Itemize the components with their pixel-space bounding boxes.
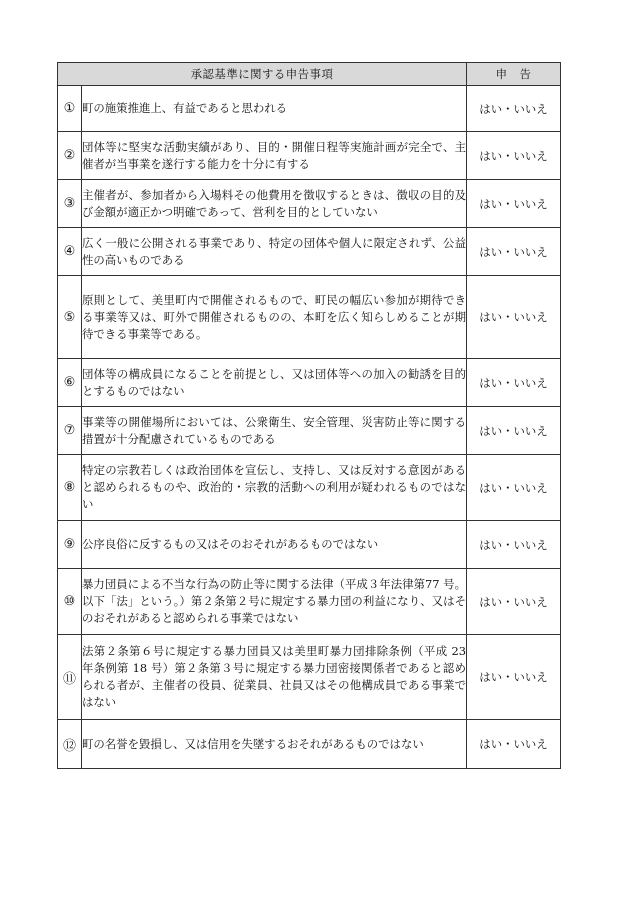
yes-option[interactable]: はい	[479, 480, 503, 495]
yes-no-choice[interactable]	[467, 569, 561, 635]
no-option[interactable]: いいえ	[513, 310, 548, 324]
row-number: ⑤	[58, 276, 82, 359]
choice-separator: ・	[502, 101, 514, 116]
header-declaration: 申 告	[467, 63, 561, 86]
table-row	[58, 455, 561, 521]
no-option[interactable]: いいえ	[513, 101, 548, 116]
declaration-table	[57, 62, 561, 769]
no-option[interactable]: いいえ	[513, 148, 548, 163]
choice-separator: ・	[502, 594, 514, 609]
yes-option[interactable]: はい	[479, 594, 503, 609]
row-number: ⑧	[58, 455, 82, 521]
no-option[interactable]: いいえ	[513, 244, 548, 259]
yes-option[interactable]: はい	[479, 737, 503, 751]
header-row	[58, 63, 561, 86]
choice-separator: ・	[502, 375, 514, 390]
choice-separator: ・	[502, 148, 514, 163]
criterion-text: 公序良俗に反するもの又はそのおそれがあるものではない	[82, 521, 467, 569]
row-number: ⑥	[58, 359, 82, 407]
table-row	[58, 521, 561, 569]
row-number: ①	[58, 86, 82, 132]
criterion-text: 広く一般に公開される事業であり、特定の団体や個人に限定されず、公益性の高いものである	[82, 228, 467, 276]
yes-option[interactable]: はい	[479, 423, 503, 438]
table-row	[58, 276, 561, 359]
yes-no-choice[interactable]	[467, 635, 561, 720]
row-number: ⑫	[58, 720, 82, 769]
choice-separator: ・	[502, 480, 514, 495]
choice-separator: ・	[502, 310, 514, 324]
row-number: ②	[58, 132, 82, 180]
criterion-text: 団体等の構成員になることを前提とし、又は団体等への加入の勧誘を目的とするものではない	[82, 359, 467, 407]
no-option[interactable]: いいえ	[513, 670, 548, 684]
yes-no-choice[interactable]	[467, 132, 561, 180]
yes-no-choice[interactable]	[467, 180, 561, 228]
table-row	[58, 635, 561, 720]
yes-option[interactable]: はい	[479, 101, 503, 116]
choice-separator: ・	[502, 737, 514, 751]
table-row	[58, 86, 561, 132]
row-number: ④	[58, 228, 82, 276]
criterion-text: 法第２条第６号に規定する暴力団員又は美里町暴力団排除条例（平成 23 年条例第 18 号）第２条第３号に規定する暴力団密接関係者であると認められる者が、主催者の役員、従業員、社員又はその他構成員である事業ではない	[82, 635, 467, 720]
criterion-text: 主催者が、参加者から入場料その他費用を徴収するときは、徴収の目的及び金額が適正かつ明確であって、営利を目的としていない	[82, 180, 467, 228]
yes-no-choice[interactable]	[467, 86, 561, 132]
table-row	[58, 569, 561, 635]
criterion-text: 原則として、美里町内で開催されるもので、町民の幅広い参加が期待できる事業等又は、町外で開催されるものの、本町を広く知らしめることが期待できる事業等である。	[82, 276, 467, 359]
criterion-text: 事業等の開催場所においては、公衆衛生、安全管理、災害防止等に関する措置が十分配慮されているものである	[82, 407, 467, 455]
choice-separator: ・	[502, 670, 514, 684]
table-row	[58, 180, 561, 228]
header-criteria: 承認基準に関する申告事項	[58, 63, 467, 86]
yes-no-choice[interactable]	[467, 455, 561, 521]
row-number: ③	[58, 180, 82, 228]
table-row	[58, 407, 561, 455]
yes-option[interactable]: はい	[479, 670, 503, 684]
no-option[interactable]: いいえ	[513, 423, 548, 438]
no-option[interactable]: いいえ	[513, 737, 548, 751]
table-row	[58, 228, 561, 276]
choice-separator: ・	[502, 423, 514, 438]
yes-no-choice[interactable]	[467, 407, 561, 455]
yes-no-choice[interactable]	[467, 228, 561, 276]
no-option[interactable]: いいえ	[513, 537, 548, 552]
choice-separator: ・	[502, 196, 514, 211]
row-number: ⑨	[58, 521, 82, 569]
no-option[interactable]: いいえ	[513, 196, 548, 211]
yes-no-choice[interactable]	[467, 359, 561, 407]
yes-option[interactable]: はい	[479, 375, 503, 390]
choice-separator: ・	[502, 537, 514, 552]
yes-option[interactable]: はい	[479, 148, 503, 163]
yes-no-choice[interactable]	[467, 276, 561, 359]
no-option[interactable]: いいえ	[513, 594, 548, 609]
table-row	[58, 720, 561, 769]
criterion-text: 町の施策推進上、有益であると思われる	[82, 86, 467, 132]
yes-option[interactable]: はい	[479, 537, 503, 552]
criterion-text: 暴力団員による不当な行為の防止等に関する法律（平成３年法律第77 号。以下「法」という。）第２条第２号に規定する暴力団の利益になり、又はそのおそれがあると認められる事業ではない	[82, 569, 467, 635]
table-row	[58, 359, 561, 407]
yes-no-choice[interactable]	[467, 521, 561, 569]
yes-option[interactable]: はい	[479, 310, 503, 324]
row-number: ⑪	[58, 635, 82, 720]
row-number: ⑦	[58, 407, 82, 455]
yes-option[interactable]: はい	[479, 196, 503, 211]
choice-separator: ・	[502, 244, 514, 259]
yes-no-choice[interactable]	[467, 720, 561, 769]
criterion-text: 特定の宗教若しくは政治団体を宣伝し、支持し、又は反対する意図があると認められるものや、政治的・宗教的活動への利用が疑われるものではない	[82, 455, 467, 521]
criterion-text: 町の名誉を毀損し、又は信用を失墜するおそれがあるものではない	[82, 720, 467, 769]
criterion-text: 団体等に堅実な活動実績があり、目的・開催日程等実施計画が完全で、主催者が当事業を遂行する能力を十分に有する	[82, 132, 467, 180]
table-row	[58, 132, 561, 180]
no-option[interactable]: いいえ	[513, 480, 548, 495]
no-option[interactable]: いいえ	[513, 375, 548, 390]
yes-option[interactable]: はい	[479, 244, 503, 259]
row-number: ⑩	[58, 569, 82, 635]
